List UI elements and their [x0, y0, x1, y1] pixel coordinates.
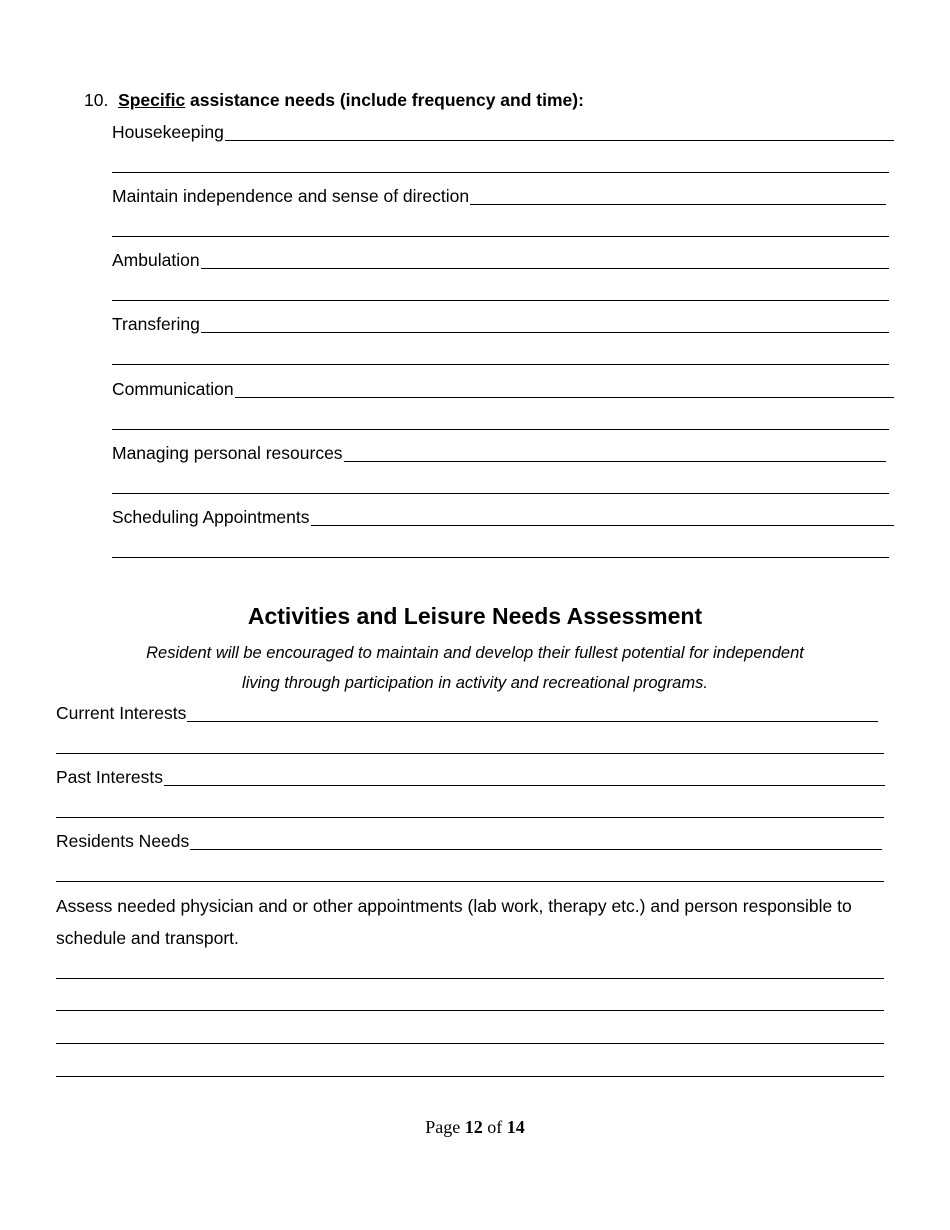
past-interests-field[interactable]: [56, 767, 885, 789]
transfering-label: Transfering: [112, 314, 200, 334]
communication-label: Communication: [112, 379, 234, 399]
question-text: assistance needs (include frequency and time):: [185, 90, 584, 110]
personal-resources-field[interactable]: [112, 443, 886, 465]
independence-continuation-line[interactable]: [112, 236, 889, 237]
scheduling-continuation-line[interactable]: [112, 557, 889, 558]
ambulation-label: Ambulation: [112, 250, 200, 270]
appointments-line-3[interactable]: [56, 1043, 884, 1044]
current-interests-continuation-line[interactable]: [56, 753, 884, 754]
scheduling-field[interactable]: [112, 507, 894, 529]
housekeeping-label: Housekeeping: [112, 122, 224, 142]
residents-needs-label: Residents Needs: [56, 831, 190, 851]
past-interests-continuation-line[interactable]: [56, 817, 884, 818]
appointments-line-4[interactable]: [56, 1076, 884, 1077]
total-pages-number: 14: [506, 1117, 525, 1137]
ambulation-field[interactable]: [112, 250, 889, 272]
independence-label: Maintain independence and sense of direction: [112, 186, 470, 206]
current-interests-field[interactable]: [56, 703, 878, 725]
residents-needs-field[interactable]: [56, 831, 882, 853]
intro-line-2: living through participation in activity and recreational programs.: [242, 674, 708, 692]
independence-field[interactable]: [112, 186, 886, 208]
residents-needs-continuation-line[interactable]: [56, 881, 884, 882]
question-emphasis: Specific: [118, 90, 186, 110]
transfering-line: [112, 332, 889, 333]
ambulation-line: [112, 268, 889, 269]
page-footer: [0, 1116, 950, 1138]
transfering-field[interactable]: [112, 314, 889, 336]
scheduling-label: Scheduling Appointments: [112, 507, 310, 527]
housekeeping-field[interactable]: [112, 122, 894, 144]
housekeeping-continuation-line[interactable]: [112, 172, 889, 173]
housekeeping-line: [112, 140, 894, 141]
assess-appointments-text: Assess needed physician and or other appointments (lab work, therapy etc.) and person responsible to schedule and transport.: [56, 896, 852, 948]
transfering-continuation-line[interactable]: [112, 364, 889, 365]
personal-resources-label: Managing personal resources: [112, 443, 343, 463]
of-word: of: [487, 1117, 503, 1137]
past-interests-line: [56, 785, 885, 786]
appointments-line-1[interactable]: [56, 978, 884, 979]
question-number: 10.: [84, 90, 109, 110]
section-title: Activities and Leisure Needs Assessment: [247, 603, 703, 629]
communication-continuation-line[interactable]: [112, 429, 889, 430]
question-10-heading: [84, 90, 584, 110]
appointments-line-2[interactable]: [56, 1010, 884, 1011]
current-page-number: 12: [464, 1117, 483, 1137]
past-interests-label: Past Interests: [56, 767, 163, 787]
current-interests-label: Current Interests: [56, 703, 187, 723]
intro-line-1: Resident will be encouraged to maintain and develop their fullest potential for independent: [146, 644, 804, 662]
communication-field[interactable]: [112, 379, 894, 401]
personal-resources-continuation-line[interactable]: [112, 493, 889, 494]
ambulation-continuation-line[interactable]: [112, 300, 889, 301]
page-word: Page: [425, 1117, 461, 1137]
